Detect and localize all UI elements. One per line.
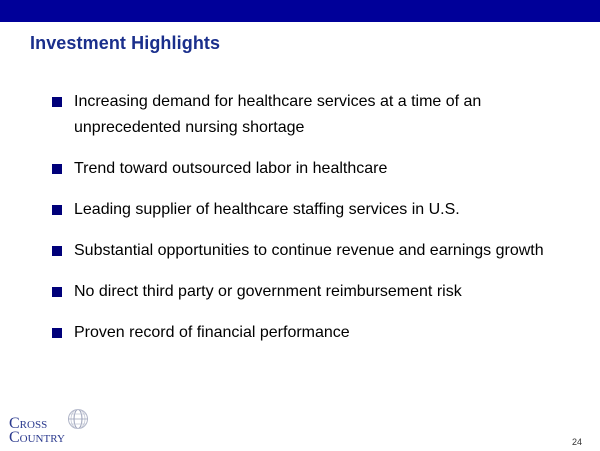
logo-text-country: COUNTRY xyxy=(9,429,65,446)
header-bar xyxy=(0,0,600,22)
bullet-text: Trend toward outsourced labor in healthcare xyxy=(74,160,388,177)
slide-title: Investment Highlights xyxy=(30,33,221,53)
square-bullet-icon xyxy=(52,246,62,256)
globe-icon xyxy=(69,410,88,429)
square-bullet-icon xyxy=(52,287,62,297)
bullet-text: Substantial opportunities to continue revenue and earnings growth xyxy=(74,242,544,259)
square-bullet-icon xyxy=(52,328,62,338)
square-bullet-icon xyxy=(52,97,62,107)
bullet-item xyxy=(52,156,572,182)
cross-country-logo xyxy=(8,408,98,446)
bullet-item xyxy=(52,320,572,346)
square-bullet-icon xyxy=(52,164,62,174)
bullet-item xyxy=(52,197,572,223)
bullet-item xyxy=(52,238,572,264)
bullet-item xyxy=(52,279,572,305)
bullet-text: Increasing demand for healthcare services at a time of an unprecedented nursing shortage xyxy=(74,93,482,136)
bullet-text: Proven record of financial performance xyxy=(74,324,350,341)
page-number: 24 xyxy=(571,437,582,447)
square-bullet-icon xyxy=(52,205,62,215)
logo-text-cross: CROSS xyxy=(9,415,48,432)
bullet-text: No direct third party or government reimbursement risk xyxy=(74,283,462,300)
bullet-item xyxy=(52,89,572,141)
logo-graphic xyxy=(8,408,98,446)
bullet-list xyxy=(52,89,572,346)
bullet-text: Leading supplier of healthcare staffing services in U.S. xyxy=(74,201,460,218)
